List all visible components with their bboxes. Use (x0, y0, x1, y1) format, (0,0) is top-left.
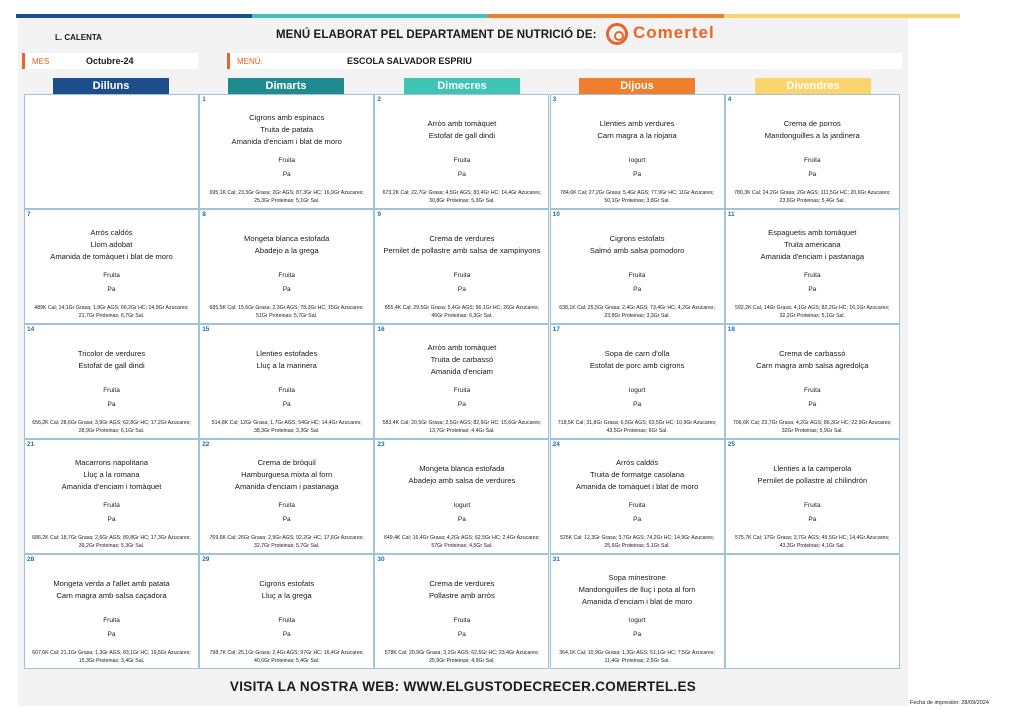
nutrition-info: 855,4K Cal; 29,5Gr Grasa; 5,4Gr AGS; 96,1Gr HC; 26Gr Azucares; 46Gr Proteinas; 6,3Gr Sal. (384, 305, 540, 319)
dish: Carn magra amb salsa agredolça (756, 361, 869, 370)
day-number: 30 (377, 556, 385, 563)
bread: Pa (282, 171, 291, 178)
logo-icon (606, 23, 628, 45)
bread: Pa (808, 516, 817, 523)
dessert: Iogurt (628, 387, 646, 394)
bread: Pa (457, 631, 466, 638)
website-banner: VISITA LA NOSTRA WEB: WWW.ELGUSTODECRECER.COMERTEL.ES (229, 679, 697, 694)
nutrition-info: 686,2K Cal; 18,7Gr Grasa; 2,6Gr AGS; 89,8Gr HC; 17,3Gr Azucares; 39,2Gr Proteinas; 5,3Gr Sal. (32, 535, 191, 549)
dish: Mongeta verda a l'allet amb patata (53, 579, 170, 588)
dish: Truita de patata (260, 125, 314, 134)
dish: Amanida d'enciam i blat de moro (581, 597, 693, 606)
dish: Llenties a la camperola (773, 464, 852, 473)
weekday-dimarts: Dimarts (228, 78, 344, 94)
dish: Pernilet de pollastre al chilindrón (757, 476, 868, 485)
bread: Pa (107, 286, 116, 293)
dessert: Fruita (103, 272, 120, 279)
dish: Arròs amb tomàquet (427, 343, 497, 352)
day-number: 16 (377, 326, 385, 333)
nutrition-info: 695,1K Cal; 23,3Gr Grasa; 2Gr AGS; 87,3Gr HC; 16,9Gr Azucares; 25,3Gr Proteinas; 5,1Gr Sal. (209, 190, 364, 204)
dessert: Iogurt (453, 502, 471, 509)
day-cell-11 (725, 209, 900, 324)
dish: Amanida de tomàquet i blat de moro (50, 252, 173, 261)
day-cell-2 (374, 94, 549, 209)
day-number: 23 (377, 441, 385, 448)
day-cell-18 (725, 324, 900, 439)
day-number: 8 (202, 211, 206, 218)
day-cell-8 (199, 209, 374, 324)
dish: Cigrons amb espinacs (249, 113, 325, 122)
month-box-marker (22, 53, 25, 69)
day-cell-24 (550, 439, 725, 554)
dessert: Fruita (803, 272, 821, 279)
day-number: 24 (552, 441, 560, 448)
day-number: 28 (27, 556, 35, 563)
nutrition-info: 673,2K Cal; 22,7Gr Grasa; 4,5Gr AGS; 83,4Gr HC; 14,4Gr Azucares; 30,8Gr Proteinas; 5,3Gr Sal. (382, 190, 542, 204)
day-number: 9 (377, 211, 382, 218)
dessert: Fruita (453, 157, 471, 164)
bread: Pa (457, 171, 466, 178)
weekday-dijous: Dijous (579, 78, 695, 94)
page-title: MENÚ ELABORAT PEL DEPARTAMENT DE NUTRICIÓ DE: (276, 29, 597, 41)
dish-list (554, 109, 721, 151)
nutrition-info: 685,5K Cal; 15,6Gr Grasa; 2,3Gr AGS; 78,3Gr HC; 15Gr Azucares; 51Gr Proteinas; 5,7Gr Sal. (209, 305, 364, 319)
dish: Amanida d'enciam i pastanaga (234, 482, 339, 491)
comertel-logo (606, 23, 746, 47)
dish: Estofat de gall dindi (428, 131, 496, 140)
nutrition-info: 364,1K Cal; 10,9Gr Grasa; 1,3Gr AGS; 51,1Gr HC; 7,5Gr Azucares; 11,4Gr Proteinas; 2,5Gr Sal. (559, 650, 715, 664)
weekday-dimecres: Dimecres (404, 78, 520, 94)
dish-list (28, 339, 195, 381)
dessert: Fruita (278, 157, 295, 164)
dish: Cigrons estofats (259, 579, 315, 588)
day-cell-23 (374, 439, 549, 554)
dessert: Fruita (628, 502, 646, 509)
bread: Pa (633, 516, 642, 523)
bread: Pa (282, 516, 291, 523)
dish: Carn magra a la riojana (597, 131, 677, 140)
day-number: 7 (27, 211, 31, 218)
bread: Pa (633, 401, 642, 408)
nutrition-info: 592,2K Cal; 14Gr Grasa; 4,1Gr AGS; 82,2Gr HC; 16,1Gr Azucares; 32,2Gr Proteinas; 5,1Gr Sal. (735, 305, 890, 319)
day-number: 31 (552, 556, 560, 563)
day-number: 2 (377, 96, 382, 103)
day-number: 22 (202, 441, 210, 448)
nutrition-info: 798,7K Cal; 25,1Gr Grasa; 2,4Gr AGS; 97Gr HC; 16,4Gr Azucares; 40,6Gr Proteinas; 5,4Gr Sal. (209, 650, 364, 664)
day-cell-25 (725, 439, 900, 554)
bread: Pa (808, 286, 817, 293)
nutrition-info: 638,1K Cal; 25,5Gr Grasa; 2,4Gr AGS; 73,4Gr HC; 4,2Gr Azucares; 23,8Gr Proteinas; 3,3Gr Sal. (559, 305, 715, 319)
bread: Pa (107, 516, 116, 523)
day-number: 21 (27, 441, 35, 448)
day-cell-17 (550, 324, 725, 439)
bread: Pa (457, 401, 466, 408)
dish-list (28, 224, 195, 266)
dish-list (554, 454, 721, 496)
bread: Pa (633, 286, 642, 293)
dish-list (203, 339, 370, 381)
dish: Tricolor de verdures (77, 349, 146, 358)
top-bar-orange (488, 14, 724, 18)
dish: Hamburguesa mixta al forn (241, 470, 333, 479)
dish-list (554, 224, 721, 266)
day-number: 15 (202, 326, 210, 333)
dish: Amanida d'enciam i tomàquet (61, 482, 162, 491)
dish-list (378, 224, 545, 266)
dish: Amanida d'enciam i blat de moro (231, 137, 342, 146)
dish: Llenties amb verdures (599, 119, 675, 128)
dish: Amanida d'enciam (430, 367, 493, 376)
day-number: 17 (552, 326, 560, 333)
month-box (22, 53, 198, 69)
day-cell-9 (374, 209, 549, 324)
bread: Pa (457, 286, 466, 293)
dish: Crema de carbassó (779, 349, 846, 358)
dish: Pollastre amb arròs (428, 591, 495, 600)
dish-list (203, 224, 370, 266)
day-cell-7 (24, 209, 199, 324)
dessert: Fruita (278, 617, 295, 624)
dish: Salmó amb salsa pomodoro (589, 246, 685, 255)
dessert: Fruita (278, 387, 295, 394)
nutrition-info: 656,2K Cal; 28,6Gr Grasa; 3,9Gr AGS; 62,8Gr HC; 17,2Gr Azucares; 28,9Gr Proteinas; 6,1Gr Sal. (32, 420, 191, 434)
menu-label: MENÚ: (237, 57, 263, 66)
day-cell-1 (199, 94, 374, 209)
dish: Truita americana (783, 240, 841, 249)
bread: Pa (107, 401, 116, 408)
dish: Arròs amb tomàquet (427, 119, 497, 128)
day-number: 18 (727, 326, 736, 333)
dish: Estofat de porc amb cigrons (589, 361, 685, 370)
weekday-divendres: Divendres (755, 78, 871, 94)
bread: Pa (282, 286, 291, 293)
dessert: Fruita (803, 157, 821, 164)
month-value: Octubre-24 (86, 56, 134, 66)
dish: Abadejo amb salsa de verdures (408, 476, 516, 485)
dessert: Fruita (453, 272, 471, 279)
dessert: Fruita (803, 502, 821, 509)
dessert: Fruita (103, 502, 120, 509)
nutrition-info: 514,8K Cal; 12Gr Grasa; 1,7Gr AGS; 54Gr HC; 14,4Gr Azucares; 38,3Gr Proteinas; 3,3Gr Sal. (211, 420, 362, 434)
dish: Carn magra amb salsa caçadora (56, 591, 167, 600)
dessert: Fruita (278, 272, 295, 279)
dish: Macarrons napolitana (74, 458, 149, 467)
dish: Sopa de carn d'olla (604, 349, 670, 358)
dessert: Fruita (453, 617, 471, 624)
menu-value: ESCOLA SALVADOR ESPRIU (347, 56, 472, 66)
day-cell-22 (199, 439, 374, 554)
dish-list (28, 569, 195, 611)
day-cell-21 (24, 439, 199, 554)
nutrition-info: 525K Cal; 12,3Gr Grasa; 3,7Gr AGS; 74,2Gr HC; 14,9Gr Azucares; 25,6Gr Proteinas; 5,1Gr Sal. (559, 535, 715, 549)
dish: Mongeta blanca estofada (244, 234, 330, 243)
nutrition-info: 583,4K Cal; 20,5Gr Grasa; 2,5Gr AGS; 82,6Gr HC; 15,6Gr Azucares; 13,7Gr Proteinas; 4,4Gr Sal. (382, 420, 542, 434)
print-date: Fecha de impresión: 28/09/2024 (910, 700, 989, 706)
dish-list (203, 454, 370, 496)
day-cell-3 (550, 94, 725, 209)
nutrition-info: 578K Cal; 20,9Gr Grasa; 3,2Gr AGS; 62,5Gr HC; 23,4Gr Azucares; 25,9Gr Proteinas; 4,9Gr Sal. (384, 650, 540, 664)
day-number: 1 (202, 96, 206, 103)
day-cell-29 (199, 554, 374, 669)
nutrition-info: 769,6K Cal; 26Gr Grasa; 2,9Gr AGS; 92,2Gr HC; 17,6Gr Azucares; 32,7Gr Proteinas; 5,7Gr Sal. (209, 535, 364, 549)
dish: Truita de carbassó (430, 355, 494, 364)
dish: Pernilet de pollastre amb salsa de xampinyons (383, 246, 541, 255)
nutrition-info: 706,6K Cal; 23,7Gr Grasa; 4,2Gr AGS; 86,3Gr HC; 22,9Gr Azucares; 32Gr Proteinas; 5,9Gr Sal. (733, 420, 892, 434)
dish: Crema de bròquil (257, 458, 316, 467)
dish: Crema de porros (783, 119, 841, 128)
top-bar-navy (16, 14, 252, 18)
dish: Llom adobat (90, 240, 133, 249)
dish-list (729, 454, 896, 496)
day-number: 14 (27, 326, 35, 333)
nutrition-info: 784,6K Cal; 27,2Gr Grasa; 5,4Gr AGS; 77,9Gr HC; 11Gr Azucares; 50,1Gr Proteinas; 3,8Gr Sal. (560, 190, 715, 204)
nutrition-info: 718,5K Cal; 31,8Gr Grasa; 6,5Gr AGS; 63,5Gr HC; 10,9Gr Azucares; 43,5Gr Proteinas; 6Gr Sal. (557, 420, 717, 434)
bread: Pa (457, 516, 466, 523)
day-number: 3 (552, 96, 557, 103)
day-number: 25 (727, 441, 736, 448)
day-cell-16 (374, 324, 549, 439)
dish: Amanida de tomàquet i blat de moro (575, 482, 699, 491)
dish: Arròs caldós (615, 458, 659, 467)
dish-list (729, 109, 896, 151)
dessert: Fruita (803, 387, 821, 394)
bread: Pa (808, 171, 817, 178)
dish: Mongeta blanca estofada (419, 464, 505, 473)
kitchen-type: L. CALENTA (55, 33, 102, 42)
dish-list (28, 454, 195, 496)
dish-list (554, 339, 721, 381)
dish-list (203, 569, 370, 611)
day-cell-28 (24, 554, 199, 669)
bread: Pa (633, 631, 642, 638)
day-number: 4 (727, 96, 732, 103)
dish: Lluç a la grega (261, 591, 312, 600)
dessert: Fruita (103, 387, 120, 394)
dish: Abadejo a la grega (254, 246, 319, 255)
dish-list (378, 454, 545, 496)
dish: Llenties estofades (256, 349, 318, 358)
day-number: 10 (552, 211, 560, 218)
weekday-dilluns: Dilluns (53, 78, 169, 94)
empty-day-cell (725, 554, 900, 669)
dish-list (378, 569, 545, 611)
dish-list (203, 109, 370, 151)
dish: Estofat de gall dindi (78, 361, 145, 370)
dish-list (729, 224, 896, 266)
nutrition-info: 780,3K Cal; 24,2Gr Grasa; 2Gr AGS; 111,5Gr HC; 20,6Gr Azucares; 23,6Gr Proteinas; 5,4Gr Sal. (734, 190, 891, 204)
dessert: Iogurt (628, 617, 646, 624)
dish: Sopa minestrone (608, 573, 666, 582)
day-cell-31 (550, 554, 725, 669)
bread: Pa (282, 631, 291, 638)
top-bar-yellow (724, 14, 960, 18)
dish: Lluç a la marinera (256, 361, 317, 370)
dessert: Iogurt (628, 157, 646, 164)
dish: Crema de verdures (429, 234, 495, 243)
nutrition-info: 575,7K Cal; 17Gr Grasa; 3,7Gr AGS; 49,5Gr HC; 14,4Gr Azucares; 43,3Gr Proteinas; 4,1Gr Sal. (735, 535, 890, 549)
dessert: Fruita (453, 387, 471, 394)
dish: Mandonguilles a la jardinera (764, 131, 860, 140)
logo-text: Comertel (633, 23, 715, 42)
nutrition-info: 649,4K Cal; 16,4Gr Grasa; 4,2Gr AGS; 62,5Gr HC; 2,4Gr Azucares; 57Gr Proteinas; 4,5Gr Sal. (384, 535, 540, 549)
dish: Cigrons estofats (609, 234, 665, 243)
day-cell-10 (550, 209, 725, 324)
empty-day-cell (24, 94, 199, 209)
bread: Pa (282, 401, 291, 408)
day-cell-14 (24, 324, 199, 439)
dish: Truita de formatge casolana (589, 470, 685, 479)
nutrition-info: 607,6K Cal; 21,1Gr Grasa; 1,3Gr AGS; 83,1Gr HC; 19,5Gr Azucares; 15,3Gr Proteinas; 3,4Gr Sal. (32, 650, 191, 664)
calendar-grid (24, 94, 900, 668)
dish: Crema de verdures (429, 579, 495, 588)
day-cell-30 (374, 554, 549, 669)
dish-list (378, 109, 545, 151)
dish: Lluç a la romana (83, 470, 140, 479)
dish-list (554, 569, 721, 611)
day-cell-4 (725, 94, 900, 209)
top-bar-aqua (252, 14, 488, 18)
day-cell-15 (199, 324, 374, 439)
dish-list (729, 339, 896, 381)
bread: Pa (107, 631, 116, 638)
menu-box-marker (227, 53, 230, 69)
dish: Amanida d'enciam i pastanaga (760, 252, 865, 261)
dish: Mandonguilles de lluç i pota al forn (578, 585, 696, 594)
dish-list (378, 339, 545, 381)
dessert: Fruita (278, 502, 295, 509)
dessert: Fruita (628, 272, 646, 279)
dish: Arròs caldós (90, 228, 133, 237)
menu-box (227, 53, 902, 69)
bread: Pa (808, 401, 817, 408)
dessert: Fruita (103, 617, 120, 624)
day-number: 11 (727, 211, 735, 218)
bread: Pa (633, 171, 642, 178)
month-label: MES (32, 57, 50, 66)
dish: Espaguetis amb tomàquet (768, 228, 857, 237)
day-number: 29 (202, 556, 210, 563)
nutrition-info: 489K Cal; 14,1Gr Grasa; 1,8Gr AGS; 66,2Gr HC; 14,9Gr Azucares; 21,7Gr Proteinas; 6,7Gr Sal. (34, 305, 189, 319)
